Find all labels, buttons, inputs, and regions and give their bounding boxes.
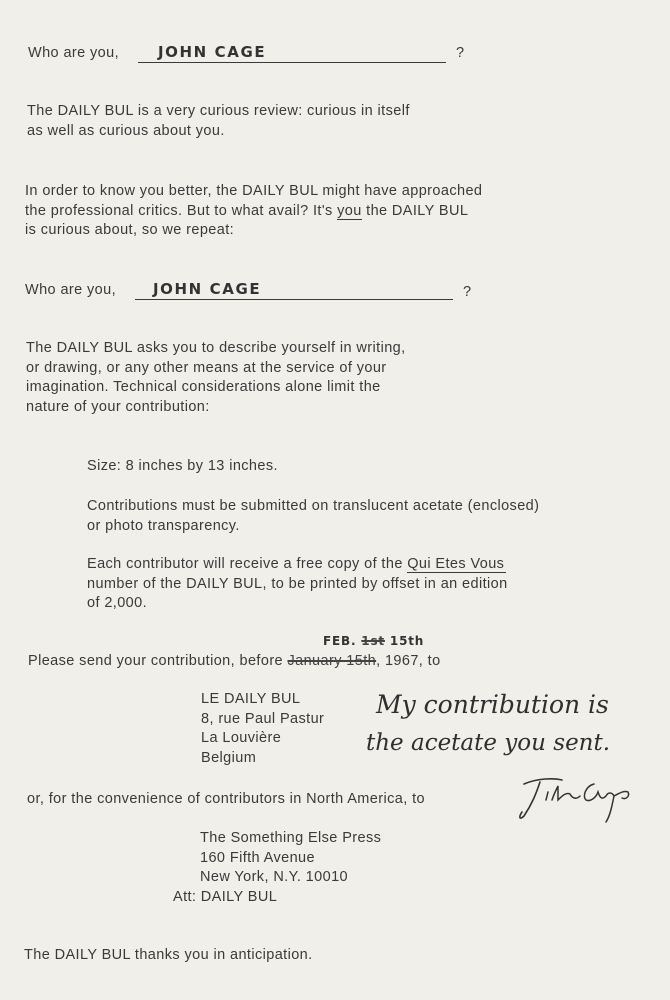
acetate-paragraph [87, 497, 539, 536]
address-na-line: The Something Else Press [200, 830, 382, 846]
copy-line-2: number of the DAILY BUL, to be printed by offset in an edition [87, 575, 508, 592]
handwritten-month: FEB. [323, 634, 357, 648]
critics-line-3: is curious about, so we repeat: [25, 222, 235, 238]
address-belgium [201, 690, 324, 768]
handwritten-new-day: 15th [389, 634, 425, 648]
intro-paragraph [27, 102, 410, 141]
describe-line-1: The DAILY BUL asks you to describe yourself in writing, [26, 340, 406, 356]
address-belgium-line: 8, rue Paul Pastur [201, 710, 325, 727]
copy-paragraph [87, 555, 508, 614]
address-belgium-line: Belgium [201, 749, 257, 766]
emphasis-you: you [337, 202, 362, 219]
signature-stroke [524, 779, 562, 784]
critics-paragraph [25, 182, 482, 241]
address-na-line: 160 Fifth Avenue [200, 849, 315, 866]
address-na-line: New York, N.Y. 10010 [200, 869, 348, 885]
question-2-answer: JOHN CAGE [153, 280, 262, 298]
copy-line-1-start: Each contributor will receive a free copy of the [87, 556, 403, 572]
handwritten-note-line-1: My contribution is [376, 690, 609, 719]
deadline-line [28, 652, 441, 672]
describe-line-3: imagination. Technical considerations alone limit the [26, 379, 381, 395]
intro-line-1: The DAILY BUL is a very curious review: curious in itself [27, 103, 410, 119]
deadline-struck-date: January 15th [287, 653, 377, 669]
north-america-line: or, for the convenience of contributors in North America, to [27, 791, 425, 807]
acetate-line-1: Contributions must be submitted on translucent acetate (enclosed) [87, 498, 540, 514]
handwritten-struck-day: 1st [361, 634, 385, 648]
critics-line-2 [25, 202, 482, 222]
handwritten-date [323, 632, 424, 652]
address-north-america [173, 829, 382, 907]
copy-line-3: of 2,000. [87, 595, 148, 611]
question-2-prefix: Who are you, [25, 282, 117, 298]
describe-line-4: nature of your contribution: [26, 398, 210, 415]
deadline-prefix: Please send your contribution, before [28, 653, 284, 669]
acetate-line-2: or photo transparency. [87, 517, 240, 534]
signature-stroke [584, 784, 628, 822]
intro-line-2: as well as curious about you. [27, 122, 225, 139]
question-1-prefix: Who are you, [28, 45, 120, 61]
critics-line-2-start: the professional critics. But to what avail? It's [25, 202, 333, 219]
size-spec: Size: 8 inches by 13 inches. [87, 458, 278, 474]
address-belgium-line: La Louvière [201, 730, 282, 746]
closing-line: The DAILY BUL thanks you in anticipation. [24, 947, 313, 963]
signature-stroke [520, 782, 540, 818]
describe-paragraph [26, 339, 406, 417]
address-na-line: Att: DAILY BUL [173, 888, 278, 905]
signature-drawing [510, 770, 640, 830]
copy-line-1 [87, 555, 508, 575]
question-2-suffix: ? [463, 284, 472, 300]
issue-title: Qui Etes Vous [407, 556, 505, 572]
question-1-answer: JOHN CAGE [158, 43, 267, 61]
address-belgium-line: LE DAILY BUL [201, 691, 301, 707]
critics-line-2-end: the DAILY BUL [366, 202, 469, 219]
question-1-suffix: ? [456, 45, 465, 61]
critics-line-1: In order to know you better, the DAILY BUL might have approached [25, 183, 483, 199]
deadline-suffix: , 1967, to [376, 653, 441, 669]
signature-stroke [546, 786, 580, 800]
handwritten-note-line-2: the acetate you sent. [366, 730, 611, 756]
describe-line-2: or drawing, or any other means at the service of your [26, 359, 387, 376]
